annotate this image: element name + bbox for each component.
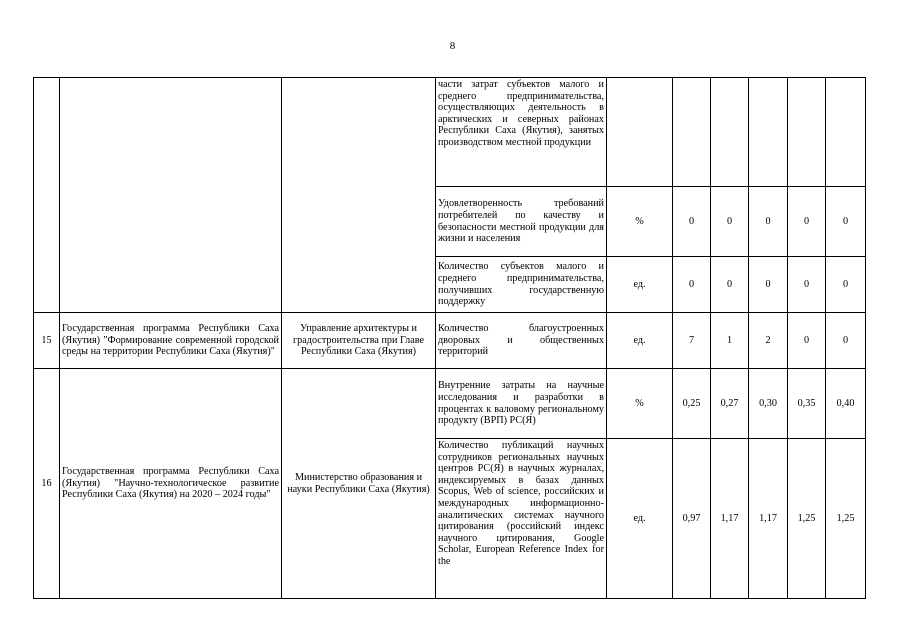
indicator-value: 0: [673, 257, 711, 313]
indicator-text: Количество публикаций научных сотрудников региональных научных центров РС(Я) в научных журналах, индексируемых в базах данных Scopus, Web of science, российских и международных информационно-аналитических системах научного цитирования (российский индекс научного цитирования, Google Scholar, European Reference Index for the: [436, 439, 607, 599]
indicator-value: 0: [673, 187, 711, 257]
program-name: [60, 78, 282, 313]
row-number: 15: [34, 313, 60, 369]
executor-name: Министерство образования и науки Республики Саха (Якутия): [282, 369, 436, 599]
indicator-value: 0,40: [826, 369, 866, 439]
row-number: [34, 78, 60, 313]
row-number: 16: [34, 369, 60, 599]
indicator-value: 0: [711, 187, 749, 257]
indicator-value: 0: [711, 257, 749, 313]
indicator-value: 0,25: [673, 369, 711, 439]
indicator-value: 0: [749, 187, 788, 257]
indicator-unit: ед.: [607, 439, 673, 599]
indicator-value: 0: [826, 257, 866, 313]
indicator-value: 1,25: [788, 439, 826, 599]
indicator-value: 1,25: [826, 439, 866, 599]
indicator-value: 2: [749, 313, 788, 369]
indicator-value: 0: [788, 313, 826, 369]
table-row: [34, 313, 866, 369]
indicator-value: [711, 78, 749, 187]
indicator-text: Количество благоустроенных дворовых и общественных территорий: [436, 313, 607, 369]
indicator-value: [788, 78, 826, 187]
indicator-value: [673, 78, 711, 187]
indicator-value: 1,17: [711, 439, 749, 599]
indicator-value: [749, 78, 788, 187]
page-number: 8: [449, 40, 456, 52]
indicator-unit: %: [607, 369, 673, 439]
executor-name: Управление архитектуры и градостроительства при Главе Республики Саха (Якутия): [282, 313, 436, 369]
table-row: [34, 369, 866, 439]
indicator-value: 0,30: [749, 369, 788, 439]
indicator-text: Удовлетворенность требований потребителей по качеству и безопасности местной продукции для жизни и населения: [436, 187, 607, 257]
indicator-value: [826, 78, 866, 187]
indicator-value: 0: [826, 187, 866, 257]
indicator-value: 0,97: [673, 439, 711, 599]
indicator-value: 0: [788, 187, 826, 257]
indicator-value: 0,35: [788, 369, 826, 439]
indicator-value: 0: [788, 257, 826, 313]
indicator-value: 0,27: [711, 369, 749, 439]
indicator-value: 7: [673, 313, 711, 369]
indicator-text: Внутренние затраты на научные исследования и разработки в процентах к валовому региональному продукту (ВРП) РС(Я): [436, 369, 607, 439]
indicator-unit: [607, 78, 673, 187]
indicator-value: 1,17: [749, 439, 788, 599]
indicator-value: 0: [749, 257, 788, 313]
indicator-value: 1: [711, 313, 749, 369]
indicator-unit: ед.: [607, 313, 673, 369]
program-name: Государственная программа Республики Саха (Якутия) "Формирование современной городской среды на территории Республики Саха (Якутия)": [60, 313, 282, 369]
table-row: [34, 78, 866, 187]
indicator-unit: %: [607, 187, 673, 257]
indicator-text: Количество субъектов малого и среднего предпринимательства, получивших государственную поддержку: [436, 257, 607, 313]
executor-name: [282, 78, 436, 313]
indicator-unit: ед.: [607, 257, 673, 313]
indicators-table: [33, 77, 866, 599]
program-name: Государственная программа Республики Саха (Якутия) "Научно-технологическое развитие Республики Саха (Якутия) на 2020 – 2024 годы": [60, 369, 282, 599]
indicator-text: части затрат субъектов малого и среднего предпринимательства, осуществляющих деятельность в арктических и северных районах Республики Саха (Якутия), занятых производством местной продукции: [436, 78, 607, 187]
indicator-value: 0: [826, 313, 866, 369]
